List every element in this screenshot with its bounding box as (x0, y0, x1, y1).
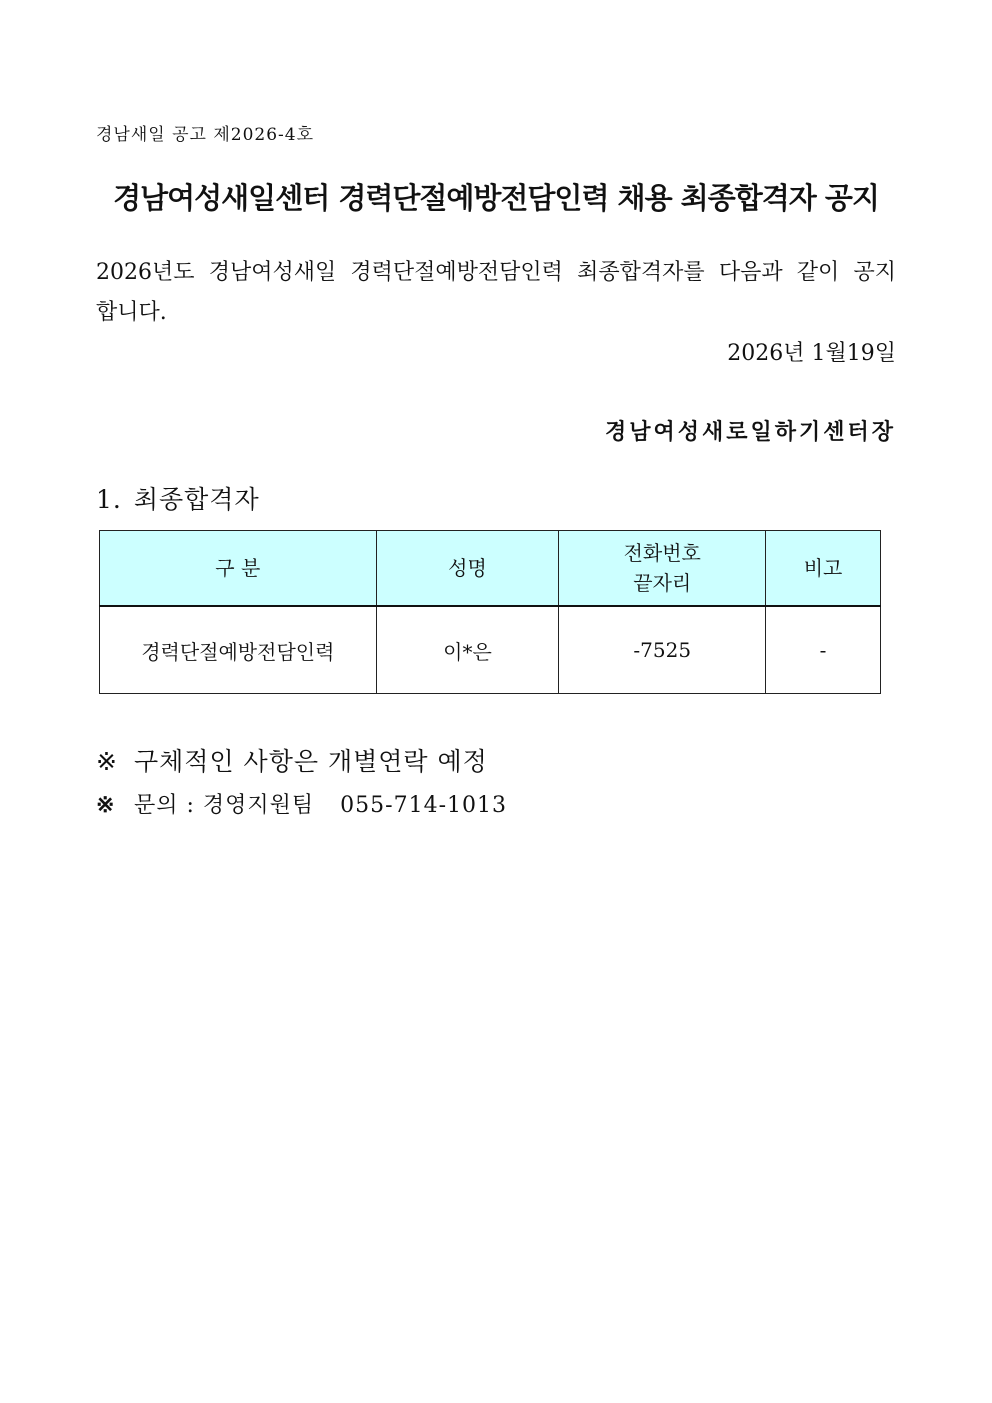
header-category: 구 분 (100, 531, 377, 607)
table-row (100, 606, 881, 694)
intro-paragraph: 2026년도 경남여성새일 경력단절예방전담인력 최종합격자를 다음과 같이 공지합니다. (96, 260, 896, 325)
section-heading (96, 480, 260, 516)
header-phone-line2: 끝자리 (633, 571, 692, 595)
document-date: 2026년 1월19일 (727, 341, 896, 366)
notice-number: 경남새일 공고 제2026-4호 (96, 125, 315, 145)
table-header-row (100, 531, 881, 607)
note-contact-plan (96, 742, 488, 778)
note-inquiry (96, 788, 507, 819)
header-phone (559, 531, 766, 607)
reference-mark-icon: ※ (96, 792, 116, 818)
note-text: 구체적인 사항은 개별연락 예정 (134, 747, 488, 776)
cell-category: 경력단절예방전담인력 (100, 606, 377, 694)
header-phone-line1: 전화번호 (623, 541, 701, 565)
section-number: 1. (96, 485, 122, 514)
inquiry-phone: 055-714-1013 (340, 793, 508, 818)
document-title: 경남여성새일센터 경력단절예방전담인력 채용 최종합격자 공지 (113, 181, 879, 215)
results-table (99, 530, 881, 694)
cell-remarks: - (766, 606, 881, 694)
header-name: 성명 (376, 531, 559, 607)
cell-phone: -7525 (559, 606, 766, 694)
reference-mark-icon: ※ (96, 747, 118, 776)
inquiry-label: 문의 : 경영지원팀 (134, 793, 315, 818)
header-remarks: 비고 (766, 531, 881, 607)
cell-name: 이*은 (376, 606, 559, 694)
section-title: 최종합격자 (133, 485, 260, 514)
signatory: 경남여성새로일하기센터장 (604, 419, 896, 445)
